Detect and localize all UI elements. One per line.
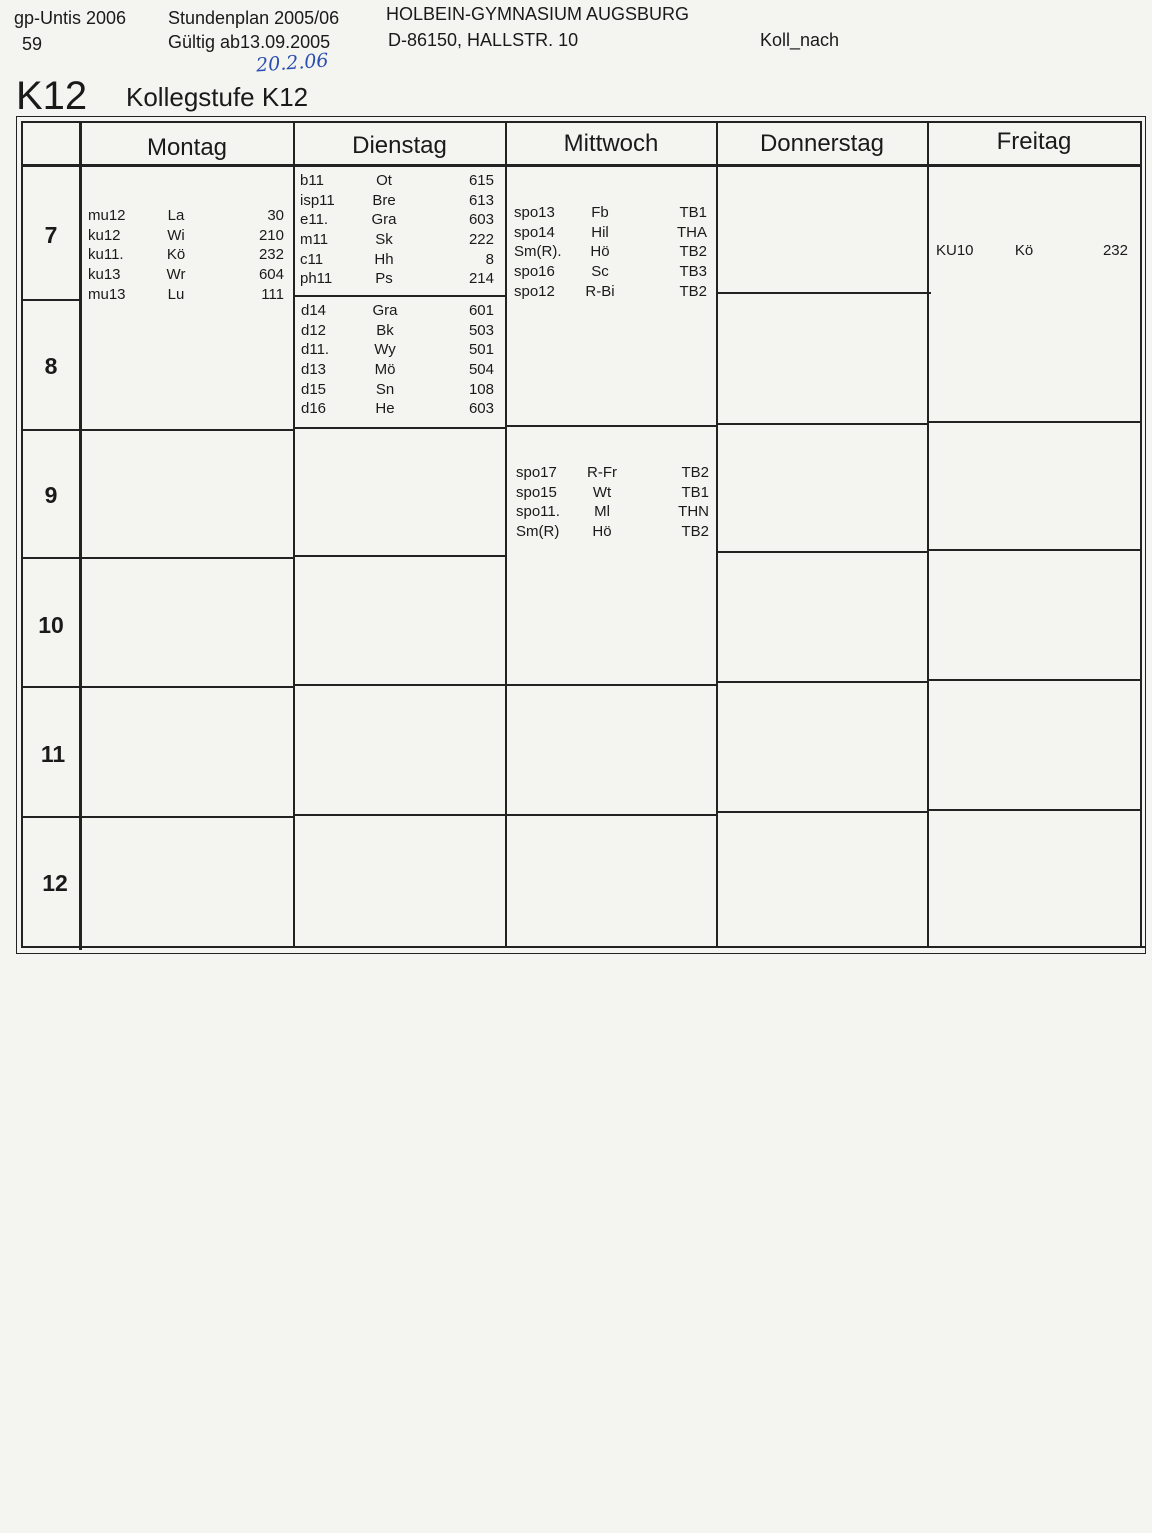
lesson-subject: Sm(R).	[514, 243, 562, 261]
lesson-entry	[514, 203, 708, 223]
lesson-room: TB1	[681, 483, 709, 501]
lesson-subject: spo11.	[516, 503, 560, 521]
lesson-entry	[300, 210, 494, 230]
lesson-entry	[301, 360, 495, 380]
lesson-entry	[301, 340, 495, 360]
lesson-teacher: Wt	[592, 483, 612, 501]
lesson-room: 603	[468, 400, 494, 418]
day-header-mittwoch: Mittwoch	[563, 130, 659, 157]
lesson-cell-dienstag-7	[300, 171, 494, 289]
lesson-room: 30	[267, 207, 284, 224]
lesson-subject: Sm(R)	[516, 523, 560, 541]
period-11: 11	[40, 741, 66, 767]
lesson-entry	[301, 321, 495, 341]
school-address: D-86150, HALLSTR. 10	[388, 30, 579, 50]
lesson-room: 501	[468, 341, 494, 359]
lesson-teacher: Hö	[590, 243, 610, 261]
day-header-freitag: Freitag	[996, 128, 1072, 155]
lesson-subject: mu12	[88, 207, 126, 224]
class-code: K12	[16, 74, 88, 118]
lesson-subject: ku13	[88, 266, 121, 284]
lesson-room: 615	[468, 172, 494, 189]
lesson-room: 8	[485, 250, 494, 268]
class-name: Kollegstufe K12	[126, 82, 309, 112]
lesson-room: TB2	[679, 243, 707, 261]
lesson-room: 613	[468, 191, 494, 209]
page-number: 59	[22, 34, 43, 54]
lesson-teacher: Ps	[375, 270, 393, 288]
lesson-subject: mu13	[88, 285, 126, 303]
lesson-entry	[88, 285, 284, 305]
lesson-teacher: Sn	[375, 380, 395, 398]
lesson-cell-montag-7	[88, 206, 284, 304]
lesson-entry	[514, 242, 708, 262]
lesson-room: 603	[468, 211, 494, 229]
valid-from: Gültig ab13.09.2005	[168, 32, 331, 52]
lesson-room: TB1	[679, 204, 707, 221]
lesson-room: TB2	[679, 282, 707, 300]
lesson-teacher: Sc	[591, 263, 609, 281]
lesson-teacher: Ot	[376, 172, 392, 189]
lesson-teacher: R-Fr	[587, 464, 617, 481]
lesson-teacher: Lu	[167, 285, 185, 303]
lesson-entry	[88, 245, 284, 265]
lesson-room: 210	[258, 226, 284, 244]
lesson-entry	[301, 380, 495, 400]
lesson-entry	[300, 191, 494, 211]
lesson-subject: d13	[301, 361, 327, 379]
period-7: 7	[44, 222, 58, 248]
lesson-teacher: Hh	[374, 250, 394, 268]
lesson-subject: spo15	[516, 483, 557, 501]
lesson-subject: b11	[300, 172, 324, 189]
lesson-entry	[301, 301, 495, 321]
lesson-subject: d16	[301, 400, 327, 418]
lesson-subject: c11	[300, 250, 324, 268]
lesson-room: 232	[258, 246, 284, 264]
lesson-room: THA	[677, 223, 707, 241]
lesson-teacher: Bk	[376, 321, 394, 339]
lesson-room: TB2	[681, 464, 709, 481]
day-header-montag: Montag	[146, 134, 228, 161]
lesson-subject: d11.	[301, 341, 330, 359]
lesson-subject: d14	[301, 302, 327, 319]
lesson-room: 503	[468, 321, 494, 339]
lesson-teacher: La	[167, 207, 185, 224]
school-name: HOLBEIN-GYMNASIUM AUGSBURG	[386, 4, 690, 24]
lesson-entry	[88, 206, 284, 226]
lesson-entry	[514, 223, 708, 243]
lesson-subject: spo14	[514, 223, 555, 241]
lesson-subject: spo13	[514, 204, 555, 221]
lesson-cell-freitag-7	[936, 241, 1128, 261]
lesson-room: TB2	[681, 523, 709, 541]
lesson-subject: KU10	[936, 242, 974, 259]
lesson-room: 108	[468, 380, 494, 398]
lesson-room: 214	[468, 270, 494, 288]
day-header-dienstag: Dienstag	[352, 132, 447, 159]
lesson-subject: d12	[301, 321, 327, 339]
lesson-entry	[301, 399, 495, 419]
lesson-entry	[516, 483, 710, 503]
lesson-entry	[936, 241, 1128, 261]
lesson-teacher: Sk	[375, 231, 393, 249]
period-9: 9	[44, 482, 58, 508]
lesson-entry	[300, 230, 494, 250]
plan-title: Stundenplan 2005/06	[168, 8, 340, 28]
lesson-teacher: Mö	[374, 361, 396, 379]
lesson-teacher: Kö	[1014, 242, 1034, 259]
lesson-teacher: Ml	[594, 503, 610, 521]
lesson-subject: d15	[301, 380, 327, 398]
lesson-teacher: Fb	[591, 204, 609, 221]
lesson-entry	[300, 171, 494, 191]
lesson-room: 222	[468, 231, 494, 249]
lesson-subject: m11	[300, 231, 329, 249]
lesson-cell-dienstag-8	[301, 301, 495, 419]
lesson-entry	[300, 250, 494, 270]
lesson-room: 232	[1102, 242, 1128, 259]
lesson-subject: ku12	[88, 226, 121, 244]
lesson-subject: spo12	[514, 282, 555, 300]
lesson-room: 111	[261, 285, 284, 303]
period-10: 10	[38, 612, 64, 638]
lesson-subject: ku11.	[88, 246, 124, 264]
lesson-teacher: He	[375, 400, 395, 418]
lesson-subject: ph11	[300, 270, 333, 288]
lesson-subject: spo16	[514, 263, 555, 281]
lesson-subject: spo17	[516, 464, 557, 481]
lesson-entry	[514, 282, 708, 302]
lesson-room: 601	[468, 302, 494, 319]
lesson-entry	[88, 265, 284, 285]
software-name: gp-Untis 2006	[14, 8, 127, 28]
lesson-cell-mittwoch-7	[514, 203, 708, 301]
lesson-entry	[88, 226, 284, 246]
lesson-subject: isp11	[300, 191, 335, 209]
lesson-room: 604	[258, 266, 284, 284]
period-12: 12	[42, 870, 68, 896]
lesson-teacher: Bre	[372, 191, 396, 209]
lesson-room: 504	[468, 361, 494, 379]
report-name: Koll_nach	[760, 30, 840, 50]
lesson-teacher: Wy	[374, 341, 396, 359]
lesson-room: TB3	[679, 263, 707, 281]
day-header-donnerstag: Donnerstag	[759, 130, 885, 157]
lesson-teacher: R-Bi	[585, 282, 615, 300]
lesson-teacher: Gra	[372, 302, 398, 319]
lesson-teacher: Kö	[166, 246, 186, 264]
lesson-teacher: Hö	[592, 523, 612, 541]
lesson-teacher: Wr	[166, 266, 186, 284]
lesson-room: THN	[678, 503, 709, 521]
lesson-entry	[300, 269, 494, 289]
period-8: 8	[44, 353, 58, 379]
lesson-teacher: Hil	[591, 223, 609, 241]
lesson-entry	[516, 463, 710, 483]
lesson-cell-mittwoch-9	[516, 463, 710, 542]
lesson-teacher: Wi	[167, 226, 185, 244]
lesson-subject: e11.	[300, 211, 329, 229]
lesson-entry	[516, 522, 710, 542]
handwritten-date: 20.2.06	[255, 49, 330, 77]
lesson-teacher: Gra	[371, 211, 397, 229]
lesson-entry	[516, 502, 710, 522]
lesson-entry	[514, 262, 708, 282]
